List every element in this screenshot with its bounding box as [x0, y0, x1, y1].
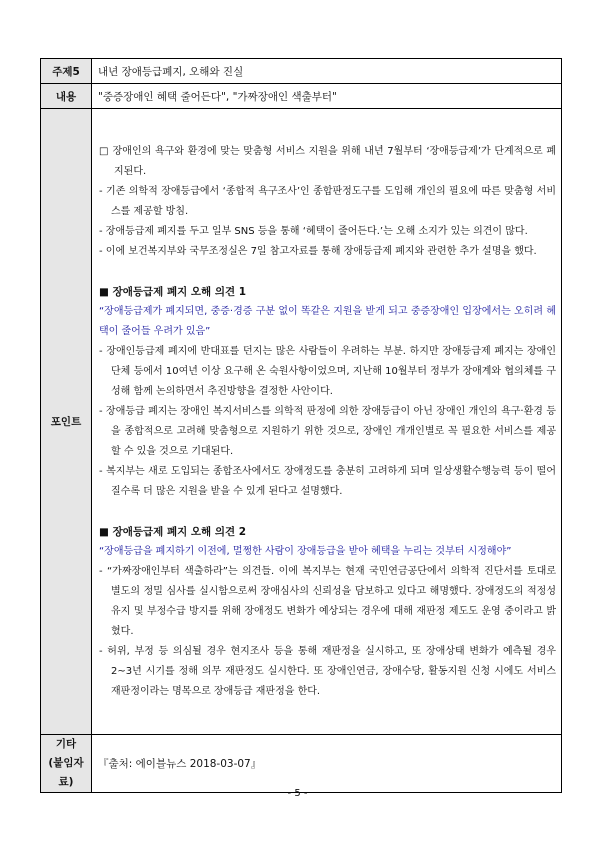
topic-label: 주제5: [41, 59, 92, 84]
points-row: [41, 109, 562, 735]
content-value: "중증장애인 혜택 줄어든다", "가짜장애인 색출부터": [92, 84, 562, 109]
section2-quote: “장애등급을 폐지하기 이전에, 멀쩡한 사람이 장애등급을 받아 혜택을 누리는 것부터 시정해야”: [99, 546, 512, 557]
topic-row: [41, 59, 562, 84]
section1-bullet: - 장애인등급제 폐지에 반대표를 던지는 많은 사람들이 우려하는 부분. 하지만 장애등급제 폐지는 장애인단체 등에서 10여년 이상 요구해 온 숙원사항이었으며, 지난해 10월부터 정부가 장애계와 협의체를 구성해 함께 논의하면서 추진방향을 결정한 사안이다.: [99, 346, 556, 397]
topic-value: 내년 장애등급폐지, 오해와 진실: [92, 59, 562, 84]
section1-bullet: - 장애등급 폐지는 장애인 복지서비스를 의학적 판정에 의한 장애등급이 아닌 장애인 개인의 욕구·환경 등을 종합적으로 고려해 맞춤형으로 지원하기 위한 것으로, 장애인 개개인별로 꼭 필요한 서비스를 제공할 수 있을 것으로 기대된다.: [99, 406, 556, 457]
etc-label: [41, 735, 92, 793]
page-number: - 5 -: [287, 788, 308, 799]
info-table: [40, 58, 562, 793]
etc-label-line2: (붙임자료): [48, 757, 84, 788]
intro-bullet: - 이에 보건복지부와 국무조정실은 7일 참고자료를 통해 장애등급제 폐지와 관련한 추가 설명을 했다.: [99, 246, 537, 257]
section1-quote: “장애등급제가 폐지되면, 중증·경증 구분 없이 똑같은 지원을 받게 되고 중증장애인 입장에서는 오히려 혜택이 줄어들 우려가 있음”: [99, 306, 556, 337]
etc-value: 『출처: 에이블뉴스 2018-03-07』: [92, 735, 562, 793]
points-content: [93, 137, 560, 706]
intro-bullet: - 기존 의학적 장애등급에서 ‘종합적 욕구조사’인 종합판정도구를 도입해 개인의 필요에 따른 맞춤형 서비스를 제공할 방침.: [99, 186, 556, 217]
etc-row: [41, 735, 562, 793]
points-label: 포인트: [41, 109, 92, 735]
intro-paragraph: □ 장애인의 욕구와 환경에 맞는 맞춤형 서비스 지원을 위해 내년 7월부터 ‘장애등급제’가 단계적으로 폐지된다.: [99, 146, 556, 177]
points-cell: [92, 109, 562, 735]
content-label: 내용: [41, 84, 92, 109]
section1-heading: ■ 장애등급제 폐지 오해 의견 1: [99, 286, 247, 298]
section2-bullet: - 허위, 부정 등 의심될 경우 현지조사 등을 통해 재판정을 실시하고, 또 장애상태 변화가 예측될 경우 2~3년 시기를 정해 의무 재판정도 실시한다. 또 장애인연금, 장애수당, 활동지원 신청 시에도 서비스 재판정이라는 명목으로 장애등급 재판정을 한다.: [99, 646, 556, 697]
intro-bullet: - 장애등급제 폐지를 두고 일부 SNS 등을 통해 ‘혜택이 줄어든다.’는 오해 소지가 있는 의견이 많다.: [99, 226, 528, 237]
content-row: [41, 84, 562, 109]
section1-bullet: - 복지부는 새로 도입되는 종합조사에서도 장애정도를 충분히 고려하게 되며 일상생활수행능력 등이 떨어질수록 더 많은 지원을 받을 수 있게 된다고 설명했다.: [99, 466, 556, 497]
section2-bullet: - “가짜장애인부터 색출하라”는 의견들. 이에 복지부는 현재 국민연금공단에서 의학적 진단서를 토대로 별도의 정밀 심사를 실시함으로써 장애심사의 신뢰성을 담보하고 있다고 해명했다. 장애정도의 적정성 유지 및 부정수급 방지를 위해 장애정도 변화가 예상되는 경우에 대해 재판정 제도도 운영 중이라고 밝혔다.: [99, 566, 556, 637]
section2-heading: ■ 장애등급제 폐지 오해 의견 2: [99, 526, 247, 538]
etc-label-line1: 기타: [55, 738, 77, 750]
